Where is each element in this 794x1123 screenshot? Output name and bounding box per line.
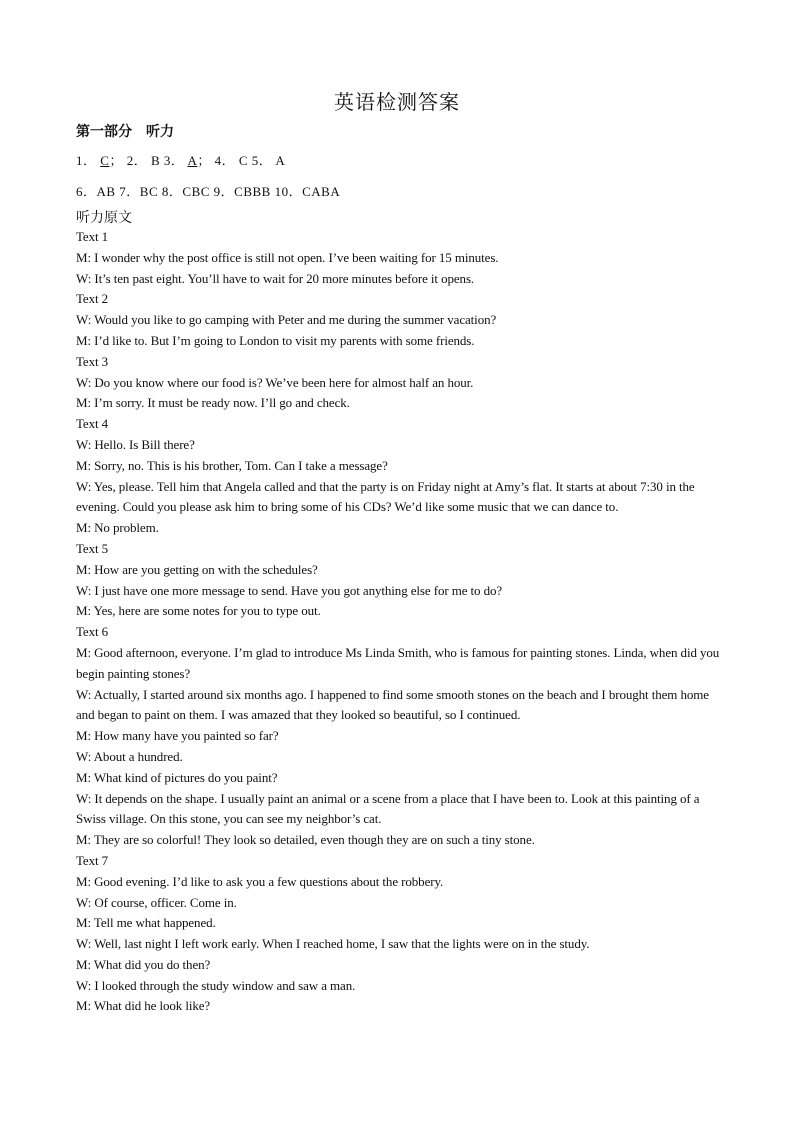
answer-value: C [235, 153, 249, 168]
transcript-line: M: Tell me what happened. [76, 915, 216, 931]
transcript-line: W: Would you like to go camping with Peter and me during the summer vacation? [76, 312, 497, 328]
transcript-line: M: Good afternoon, everyone. I’m glad to introduce Ms Linda Smith, who is famous for painting stones. Linda, when did you begin painting stones? [76, 644, 720, 681]
answer-row-2: 6．AB 7．BC 8．CBC 9．CBBB 10．CABA [76, 184, 341, 199]
transcript-section-label: Text 4 [76, 416, 109, 432]
transcript-line: M: What kind of pictures do you paint? [76, 769, 278, 785]
transcript-line: M: What did he look like? [76, 998, 211, 1014]
answer-value: A [272, 153, 286, 168]
answer-number: 1． [76, 153, 97, 168]
answer-number: 4． [210, 153, 236, 168]
transcript-line: W: Do you know where our food is? We’ve been here for almost half an hour. [76, 374, 474, 390]
transcript-line: M: How are you getting on with the schedules? [76, 561, 318, 577]
section-name: 听力 [146, 125, 174, 140]
transcript-line: M: I’d like to. But I’m going to London to visit my parents with some friends. [76, 332, 475, 348]
transcript-body [76, 227, 726, 1017]
transcript-section-label: Text 1 [76, 229, 109, 244]
transcript-section-label: Text 7 [76, 852, 109, 868]
transcript-line: M: Good evening. I’d like to ask you a few questions about the robbery. [76, 873, 444, 889]
transcript-section-label: Text 6 [76, 624, 109, 640]
transcript-line: W: It depends on the shape. I usually paint an animal or a scene from a place that I have been to. Look at this painting of a Swiss village. On this stone, you can see my neighbor’s cat. [76, 790, 700, 827]
transcript-line: M: What did you do then? [76, 956, 211, 972]
answer-row-1 [76, 150, 285, 169]
transcript-line: W: Well, last night I left work early. When I reached home, I saw that the lights were on in the study. [76, 936, 590, 952]
transcript-line: M: Yes, here are some notes for you to type out. [76, 603, 321, 619]
transcript-line: W: I looked through the study window and saw a man. [76, 977, 356, 993]
transcript-line: M: They are so colorful! They look so detailed, even though they are on such a tiny stone. [76, 832, 535, 848]
page-title: 英语检测答案 [334, 92, 460, 114]
transcript-label: 听力原文 [76, 211, 132, 226]
answer-value: A [187, 153, 198, 168]
section-part: 第一部分 [76, 125, 132, 140]
transcript-line: M: I wonder why the post office is still not open. I’ve been waiting for 15 minutes. [76, 249, 499, 265]
transcript-line: M: I’m sorry. It must be ready now. I’ll go and check. [76, 395, 350, 411]
transcript-line: W: I just have one more message to send. Have you got anything else for me to do? [76, 582, 503, 598]
transcript-line: W: It’s ten past eight. You’ll have to wait for 20 more minutes before it opens. [76, 270, 475, 286]
answer-separator: ； [197, 153, 211, 168]
answer-number: 5． [248, 153, 273, 168]
transcript-line: W: Of course, officer. Come in. [76, 894, 237, 910]
answer-number: 2． [122, 153, 148, 168]
section-heading [76, 121, 174, 141]
transcript-section-label: Text 5 [76, 540, 109, 556]
transcript-section-label: Text 3 [76, 353, 109, 369]
answer-value: C [100, 153, 110, 168]
transcript-section-label: Text 2 [76, 291, 109, 307]
transcript-line: W: Hello. Is Bill there? [76, 436, 195, 452]
transcript-line: W: Actually, I started around six months ago. I happened to find some smooth stones on the beach and I brought them home and began to paint on them. I was amazed that they looked so beautiful, so I continued. [76, 686, 709, 723]
answer-value: B [147, 153, 161, 168]
transcript-line: W: About a hundred. [76, 748, 183, 764]
answer-separator: ； [109, 153, 123, 168]
transcript-line: M: No problem. [76, 520, 159, 536]
transcript-line: W: Yes, please. Tell him that Angela called and that the party is on Friday night at Amy’s flat. It starts at about 7:30 in the evening. Could you please ask him to bring some of his CDs? We’d like some music that we can dance to. [76, 478, 695, 515]
transcript-line: M: How many have you painted so far? [76, 728, 279, 744]
answer-number: 3． [160, 153, 185, 168]
transcript-line: M: Sorry, no. This is his brother, Tom. Can I take a message? [76, 457, 388, 473]
